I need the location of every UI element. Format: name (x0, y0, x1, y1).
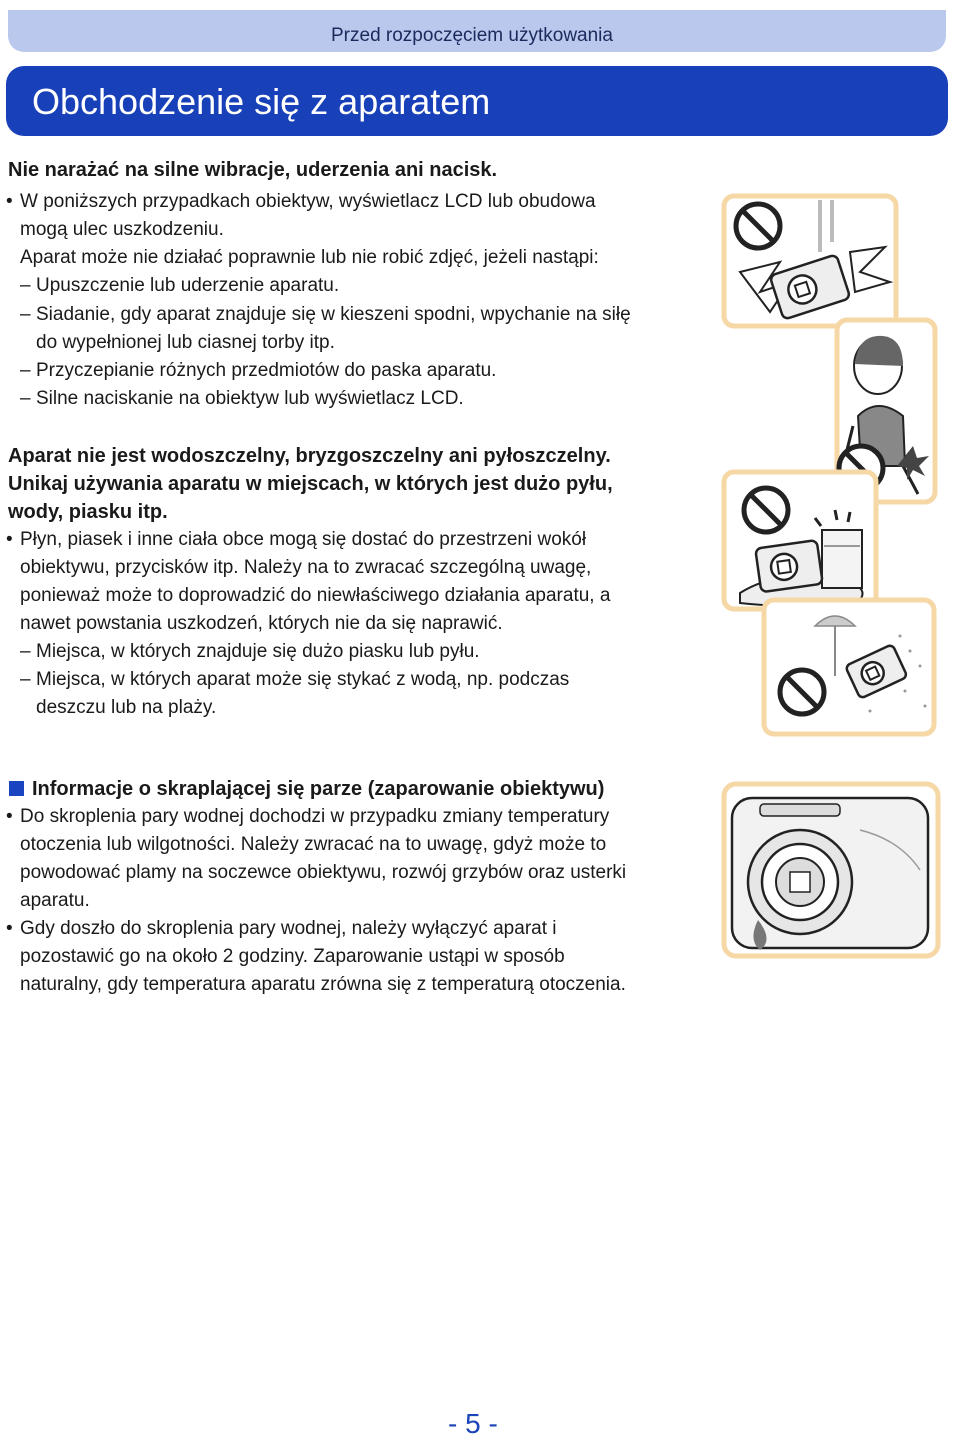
section-marker-icon (9, 781, 24, 796)
section-header-bar (8, 10, 946, 52)
section2-heading-line1: Aparat nie jest wodoszczelny, bryzgoszczelny ani pyłoszczelny. (8, 445, 611, 467)
condensation-lens-illustration (720, 780, 942, 960)
section3-heading: Informacje o skraplającej się parze (zaparowanie obiektywu) (32, 778, 605, 800)
section-header-text: Przed rozpoczęciem użytkowania (331, 25, 613, 46)
bullet-icon: • (6, 529, 13, 550)
page-number: - 5 - (448, 1408, 498, 1439)
s1-dash1: Upuszczenie lub uderzenie aparatu. (36, 275, 340, 296)
s1-bullet-line3: Aparat może nie działać poprawnie lub nie robić zdjęć, jeżeli nastąpi: (20, 247, 599, 268)
s3-bullet2-line1: Gdy doszło do skroplenia pary wodnej, należy wyłączyć aparat i (20, 918, 557, 939)
s3-bullet1-line1: Do skroplenia pary wodnej dochodzi w przypadku zmiany temperatury (20, 806, 610, 827)
s1-dash4: Silne naciskanie na obiektyw lub wyświetlacz LCD. (36, 388, 464, 409)
s2-dash2-line2: deszczu lub na plaży. (36, 697, 217, 718)
s1-bullet-line2: mogą ulec uszkodzeniu. (20, 219, 224, 240)
section2-heading-line3: wody, piasku itp. (8, 501, 168, 523)
dash-icon: – (20, 641, 31, 662)
dash-icon: – (20, 275, 31, 296)
s2-dash1: Miejsca, w których znajduje się dużo piasku lub pyłu. (36, 641, 480, 662)
dash-icon: – (20, 304, 31, 325)
s1-dash3: Przyczepianie różnych przedmiotów do paska aparatu. (36, 360, 497, 381)
page-title: Obchodzenie się z aparatem (32, 81, 491, 122)
bullet-icon: • (6, 918, 13, 939)
page-title-bar (6, 66, 948, 136)
s2-bullet-line3: ponieważ może to doprowadzić do niewłaściwego działania aparatu, a (20, 585, 611, 606)
s3-bullet1-line3: powodować plamy na soczewce obiektywu, rozwój grzybów oraz usterki (20, 862, 627, 883)
dropped-camera-illustration (720, 192, 900, 330)
s1-bullet-line1: W poniższych przypadkach obiektyw, wyświetlacz LCD lub obudowa (20, 191, 596, 212)
s2-dash2-line1: Miejsca, w których aparat może się stykać z wodą, np. podczas (36, 669, 570, 690)
water-spill-illustration (720, 468, 880, 613)
s1-dash2-line2: do wypełnionej lub ciasnej torby itp. (36, 332, 335, 353)
dash-icon: – (20, 360, 31, 381)
bullet-icon: • (6, 191, 13, 212)
dash-icon: – (20, 388, 31, 409)
section1-heading: Nie narażać na silne wibracje, uderzenia ani nacisk. (8, 159, 498, 181)
s2-bullet-line4: nawet powstania uszkodzeń, których nie da się naprawić. (20, 613, 503, 634)
s3-bullet2-line2: pozostawić go na około 2 godziny. Zaparowanie ustąpi w sposób (20, 946, 565, 967)
section2-heading-line2: Unikaj używania aparatu w miejscach, w których jest dużo pyłu, (8, 473, 613, 495)
beach-sand-illustration (760, 596, 938, 738)
s3-bullet2-line3: naturalny, gdy temperatura aparatu zrówna się z temperaturą otoczenia. (20, 974, 626, 995)
bullet-icon: • (6, 806, 13, 827)
s3-bullet1-line4: aparatu. (20, 890, 90, 911)
s3-bullet1-line2: otoczenia lub wilgotności. Należy zwracać na to uwagę, gdyż może to (20, 834, 607, 855)
s1-dash2-line1: Siadanie, gdy aparat znajduje się w kieszeni spodni, wpychanie na siłę (36, 304, 631, 325)
s2-bullet-line1: Płyn, piasek i inne ciała obce mogą się dostać do przestrzeni wokół (20, 529, 587, 550)
dash-icon: – (20, 669, 31, 690)
s2-bullet-line2: obiektywu, przycisków itp. Należy na to zwracać szczególną uwagę, (20, 557, 592, 578)
